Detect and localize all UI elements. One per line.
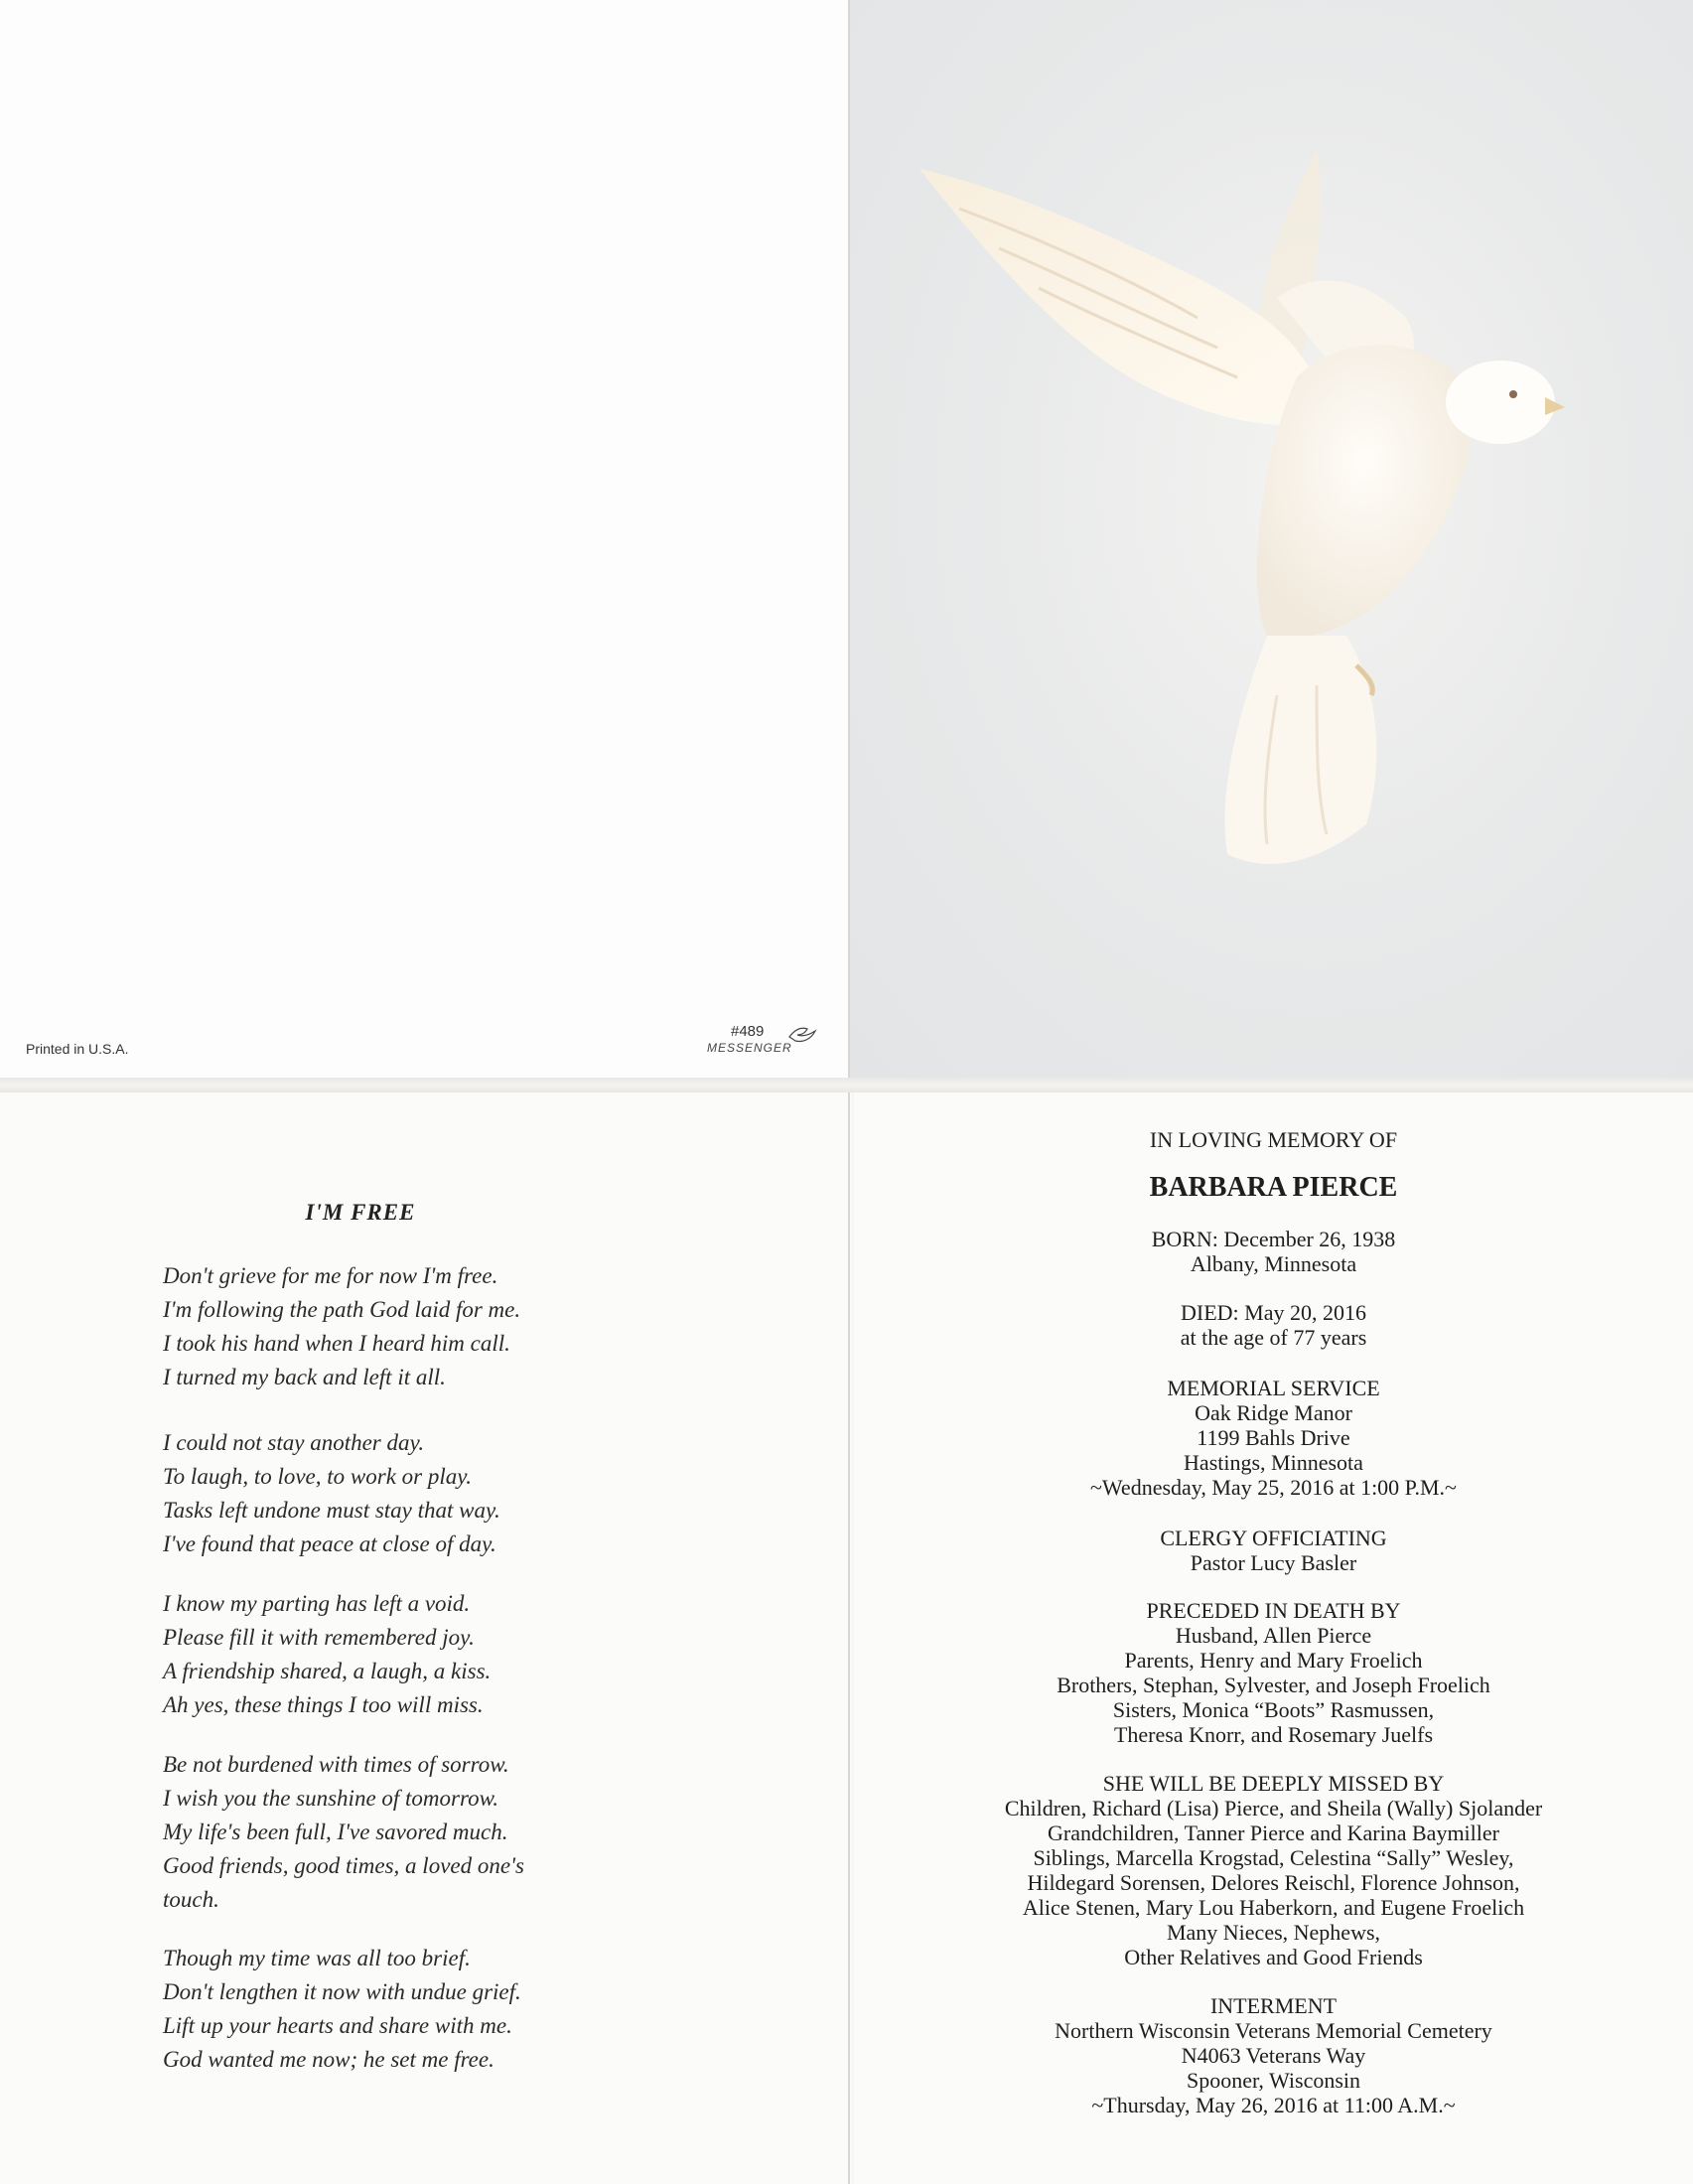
name-text: BARBARA PIERCE	[1149, 1172, 1398, 1203]
poem-stanza	[163, 1259, 520, 1394]
section-title: INTERMENT	[1209, 1993, 1338, 2018]
section-title: CLERGY OFFICIATING	[1160, 1526, 1387, 1550]
interment-section	[854, 1993, 1693, 2117]
preceded-line: Theresa Knorr, and Rosemary Juelfs	[1113, 1722, 1434, 1747]
missed-line: Alice Stenen, Mary Lou Haberkorn, and Eugene Froelich	[1022, 1895, 1525, 1920]
poem-stanza	[163, 1426, 500, 1561]
preceded-line: Husband, Allen Pierce	[1175, 1623, 1372, 1648]
section-title: PRECEDED IN DEATH BY	[1146, 1598, 1401, 1623]
poem-line: Good friends, good times, a loved one's	[163, 1853, 524, 1878]
heading-text: IN LOVING MEMORY OF	[1149, 1127, 1398, 1152]
interment-line: N4063 Veterans Way	[1181, 2043, 1366, 2068]
dove-illustration	[850, 0, 1693, 1078]
missed-section	[854, 1771, 1693, 1969]
poem-line: Tasks left undone must stay that way.	[163, 1498, 500, 1523]
poem-stanza	[163, 1587, 491, 1722]
service-line: Oak Ridge Manor	[1195, 1400, 1352, 1425]
service-line: 1199 Bahls Drive	[1197, 1425, 1350, 1450]
deceased-name	[854, 1171, 1693, 1205]
poem-line: Don't grieve for me for now I'm free.	[163, 1263, 498, 1288]
poem-line: Be not burdened with times of sorrow.	[163, 1752, 509, 1777]
clergy-section	[854, 1526, 1693, 1575]
printed-in-label: Printed in U.S.A.	[26, 1041, 129, 1057]
missed-line: Many Nieces, Nephews,	[1166, 1920, 1381, 1945]
poem-title: I'M FREE	[305, 1200, 416, 1225]
poem-stanza	[163, 1748, 524, 1917]
preceded-line: Parents, Henry and Mary Froelich	[1124, 1648, 1423, 1673]
poem-line: Please fill it with remembered joy.	[163, 1625, 475, 1650]
preceded-line: Sisters, Monica “Boots” Rasmussen,	[1112, 1697, 1435, 1722]
poem-line: I wish you the sunshine of tomorrow.	[163, 1786, 498, 1811]
poem-line: I took his hand when I heard him call.	[163, 1331, 510, 1356]
poem-line: Though my time was all too brief.	[163, 1946, 471, 1970]
interment-line: ~Thursday, May 26, 2016 at 11:00 A.M.~	[1091, 2093, 1456, 2117]
missed-line: Siblings, Marcella Krogstad, Celestina “Sally” Wesley,	[1033, 1845, 1514, 1870]
born-line: BORN: December 26, 1938	[1151, 1227, 1396, 1251]
memorial-heading	[854, 1127, 1693, 1152]
poem-line: To laugh, to love, to work or play.	[163, 1464, 472, 1489]
missed-line: Hildegard Sorensen, Delores Reischl, Florence Johnson,	[1027, 1870, 1520, 1895]
poem-line: Lift up your hearts and share with me.	[163, 2013, 512, 2038]
missed-line: Children, Richard (Lisa) Pierce, and Sheila (Wally) Sjolander	[1004, 1796, 1543, 1820]
poem-line: Ah yes, these things I too will miss.	[163, 1692, 484, 1717]
died-section	[854, 1300, 1693, 1350]
clergy-name: Pastor Lucy Basler	[1190, 1550, 1357, 1575]
died-line: DIED: May 20, 2016	[1181, 1300, 1366, 1325]
card-code: #489	[731, 1023, 765, 1040]
born-section	[854, 1227, 1693, 1276]
age-line: at the age of 77 years	[1180, 1325, 1367, 1350]
cover-panel	[850, 0, 1693, 1078]
poem-line: God wanted me now; he set me free.	[163, 2047, 494, 2072]
interment-line: Spooner, Wisconsin	[1186, 2068, 1361, 2093]
born-place: Albany, Minnesota	[1190, 1251, 1357, 1276]
poem-line: I turned my back and left it all.	[163, 1365, 446, 1389]
poem-line: I could not stay another day.	[163, 1430, 425, 1455]
poem-line: Don't lengthen it now with undue grief.	[163, 1979, 521, 2004]
missed-line: Other Relatives and Good Friends	[1124, 1945, 1423, 1969]
service-line: Hastings, Minnesota	[1184, 1450, 1363, 1475]
poem-line: touch.	[163, 1887, 219, 1912]
service-section	[854, 1376, 1693, 1500]
poem-line: My life's been full, I've savored much.	[163, 1820, 508, 1844]
section-title: SHE WILL BE DEEPLY MISSED BY	[1102, 1771, 1445, 1796]
preceded-section	[854, 1598, 1693, 1747]
horizontal-fold	[0, 1078, 1693, 1092]
dove-logo-icon	[787, 1023, 817, 1045]
poem-line: A friendship shared, a laugh, a kiss.	[163, 1659, 492, 1683]
brand-logo: MESSENGER	[707, 1041, 792, 1055]
preceded-line: Brothers, Stephan, Sylvester, and Joseph Froelich	[1057, 1673, 1490, 1697]
poem-line: I've found that peace at close of day.	[163, 1531, 496, 1556]
interment-line: Northern Wisconsin Veterans Memorial Cemetery	[1055, 2018, 1492, 2043]
poem-line: I know my parting has left a void.	[163, 1591, 471, 1616]
missed-line: Grandchildren, Tanner Pierce and Karina Baymiller	[1048, 1820, 1499, 1845]
poem-stanza	[163, 1942, 521, 2077]
poem-line: I'm following the path God laid for me.	[163, 1297, 521, 1322]
back-panel	[0, 0, 848, 1078]
service-line: ~Wednesday, May 25, 2016 at 1:00 P.M.~	[1090, 1475, 1457, 1500]
section-title: MEMORIAL SERVICE	[1167, 1376, 1380, 1400]
